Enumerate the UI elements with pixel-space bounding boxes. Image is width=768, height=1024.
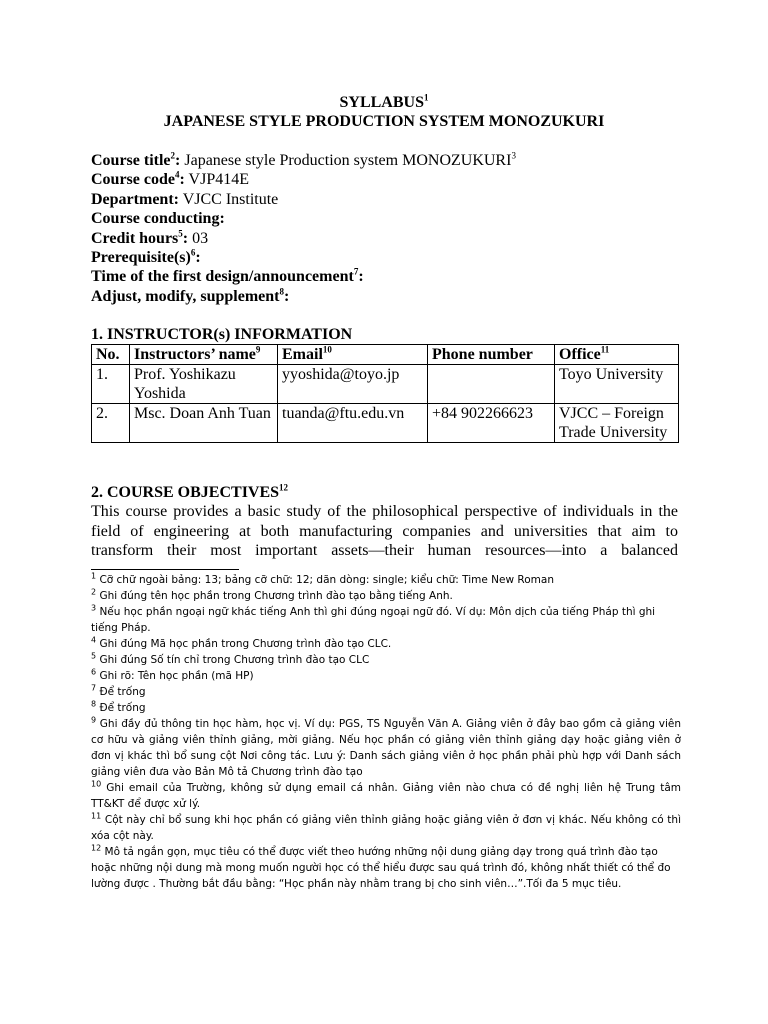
footnote-item: $^{10}$ Ghi email của Trường, không sử dụng email cá nhân. Giảng viên nào chưa có đề nghị liên hệ Trung tâm TT&KT để được xử lý. (91, 779, 681, 810)
adjust-field: Adjust, modify, supplement$^8$: (91, 286, 290, 305)
footnote-item: $^6$ Ghi rõ: Tên học phần (mã HP) (91, 667, 254, 682)
row-email: yyoshida@toyo.jp (278, 365, 428, 404)
row-office: VJCC – Foreign Trade University (555, 404, 679, 443)
document-subtitle: JAPANESE STYLE PRODUCTION SYSTEM MONOZUKURI (163, 113, 605, 130)
col-name-header: Instructors’ name$^9$ (130, 345, 278, 365)
first-design-field: Time of the first design/announcement$^7$: (91, 266, 364, 285)
footnote-item: $^8$ Để trống (91, 699, 146, 714)
row-email: tuanda@ftu.edu.vn (278, 404, 428, 443)
footnote-item: $^{11}$ Cột này chỉ bổ sung khi học phần có giảng viên thỉnh giảng hoặc giảng viên ở đơn vị khác. Nếu không có thì xóa cột này. (91, 811, 681, 842)
col-office-header: Office$^{11}$ (555, 345, 679, 365)
col-phone-header: Phone number (428, 345, 555, 365)
objectives-heading: 2. COURSE OBJECTIVES$^{12}$ (91, 482, 289, 501)
row-no: 2. (92, 404, 130, 443)
instructors-heading: 1. INSTRUCTOR(s) INFORMATION (91, 326, 353, 343)
row-office: Toyo University (555, 365, 679, 404)
footnote-item: $^5$ Ghi đúng Số tín chỉ trong Chương trình đào tạo CLC (91, 651, 370, 666)
footnote-item: $^9$ Ghi đầy đủ thông tin học hàm, học vị. Ví dụ: PGS, TS Nguyễn Văn A. Giảng viên ở đây bao gồm cả giảng viên cơ hữu và giảng viên thỉnh giảng, mời giảng. Nếu học phần có giảng viên thỉnh giảng dạy hoặc giảng viên ở đơn vị khác thì bổ sung cột Nơi công tác. Lưu ý: Danh sách giảng viên ở học phần phải phù hợp với Danh sách giảng viên đưa vào Bản Mô tả Chương trình đào tạo (91, 715, 681, 778)
credit-hours-field: Credit hours$^5$: 03 (91, 228, 209, 247)
row-name: Prof. Yoshikazu Yoshida (130, 365, 278, 404)
footnote-item: $^{12}$ Mô tả ngắn gọn, mục tiêu có thể được viết theo hướng những nội dung giảng dạy trong quá trình đào tạo hoặc những nội dung mà mong muốn người học có thể hiểu được sau quá trình đó, không nhất thiết có thể đo lường được . Thường bắt đầu bằng: “Học phần này nhằm trang bị cho sinh viên…”.Tối đa 5 mục tiêu. (91, 843, 671, 890)
prerequisites-field: $Prerequisite(s)^6$: (91, 247, 201, 266)
footnote-item: $^2$ Ghi đúng tên học phần trong Chương trình đào tạo bằng tiếng Anh. (91, 587, 453, 602)
footnote-separator (91, 569, 239, 570)
row-phone (428, 365, 555, 404)
col-email-header: Email$^{10}$ (278, 345, 428, 365)
row-no: 1. (92, 365, 130, 404)
footnote-item: $^1$ Cỡ chữ ngoài bảng: 13; bảng cỡ chữ: 12; dãn dòng: single; kiểu chữ: Time New Roman (91, 571, 554, 586)
row-phone: +84 902266623 (428, 404, 555, 443)
course-code-field: Course code$^4$: VJP414E (91, 169, 249, 188)
footnote-item: $^4$ Ghi đúng Mã học phần trong Chương trình đào tạo CLC. (91, 635, 392, 650)
table-header-row (92, 345, 679, 365)
footnotes (91, 572, 681, 892)
document-title: SYLLABUS$^1$ (339, 92, 429, 111)
col-no-header: No. (92, 345, 130, 365)
table-row (92, 404, 679, 443)
table-row (92, 365, 679, 404)
department-field: Department: VJCC Institute (91, 191, 279, 208)
footnote-item: $^7$ Để trống (91, 683, 146, 698)
row-name: Msc. Doan Anh Tuan (130, 404, 278, 443)
course-title-field: Course title$^2$: Japanese style Production system MONOZUKURI$^3$ (91, 150, 516, 169)
course-conducting-field: Course conducting: (91, 210, 225, 227)
footnote-item: $^3$ Nếu học phần ngoại ngữ khác tiếng Anh thì ghi đúng ngoại ngữ đó. Ví dụ: Môn dịch của tiếng Pháp thì ghi tiếng Pháp. (91, 603, 656, 634)
instructors-table (91, 344, 679, 443)
objectives-text: This course provides a basic study of the philosophical perspective of individuals in the field of engineering at both manufacturing companies and universities that aim to transform their most important assets—their human resources—into a balanced (91, 503, 678, 559)
